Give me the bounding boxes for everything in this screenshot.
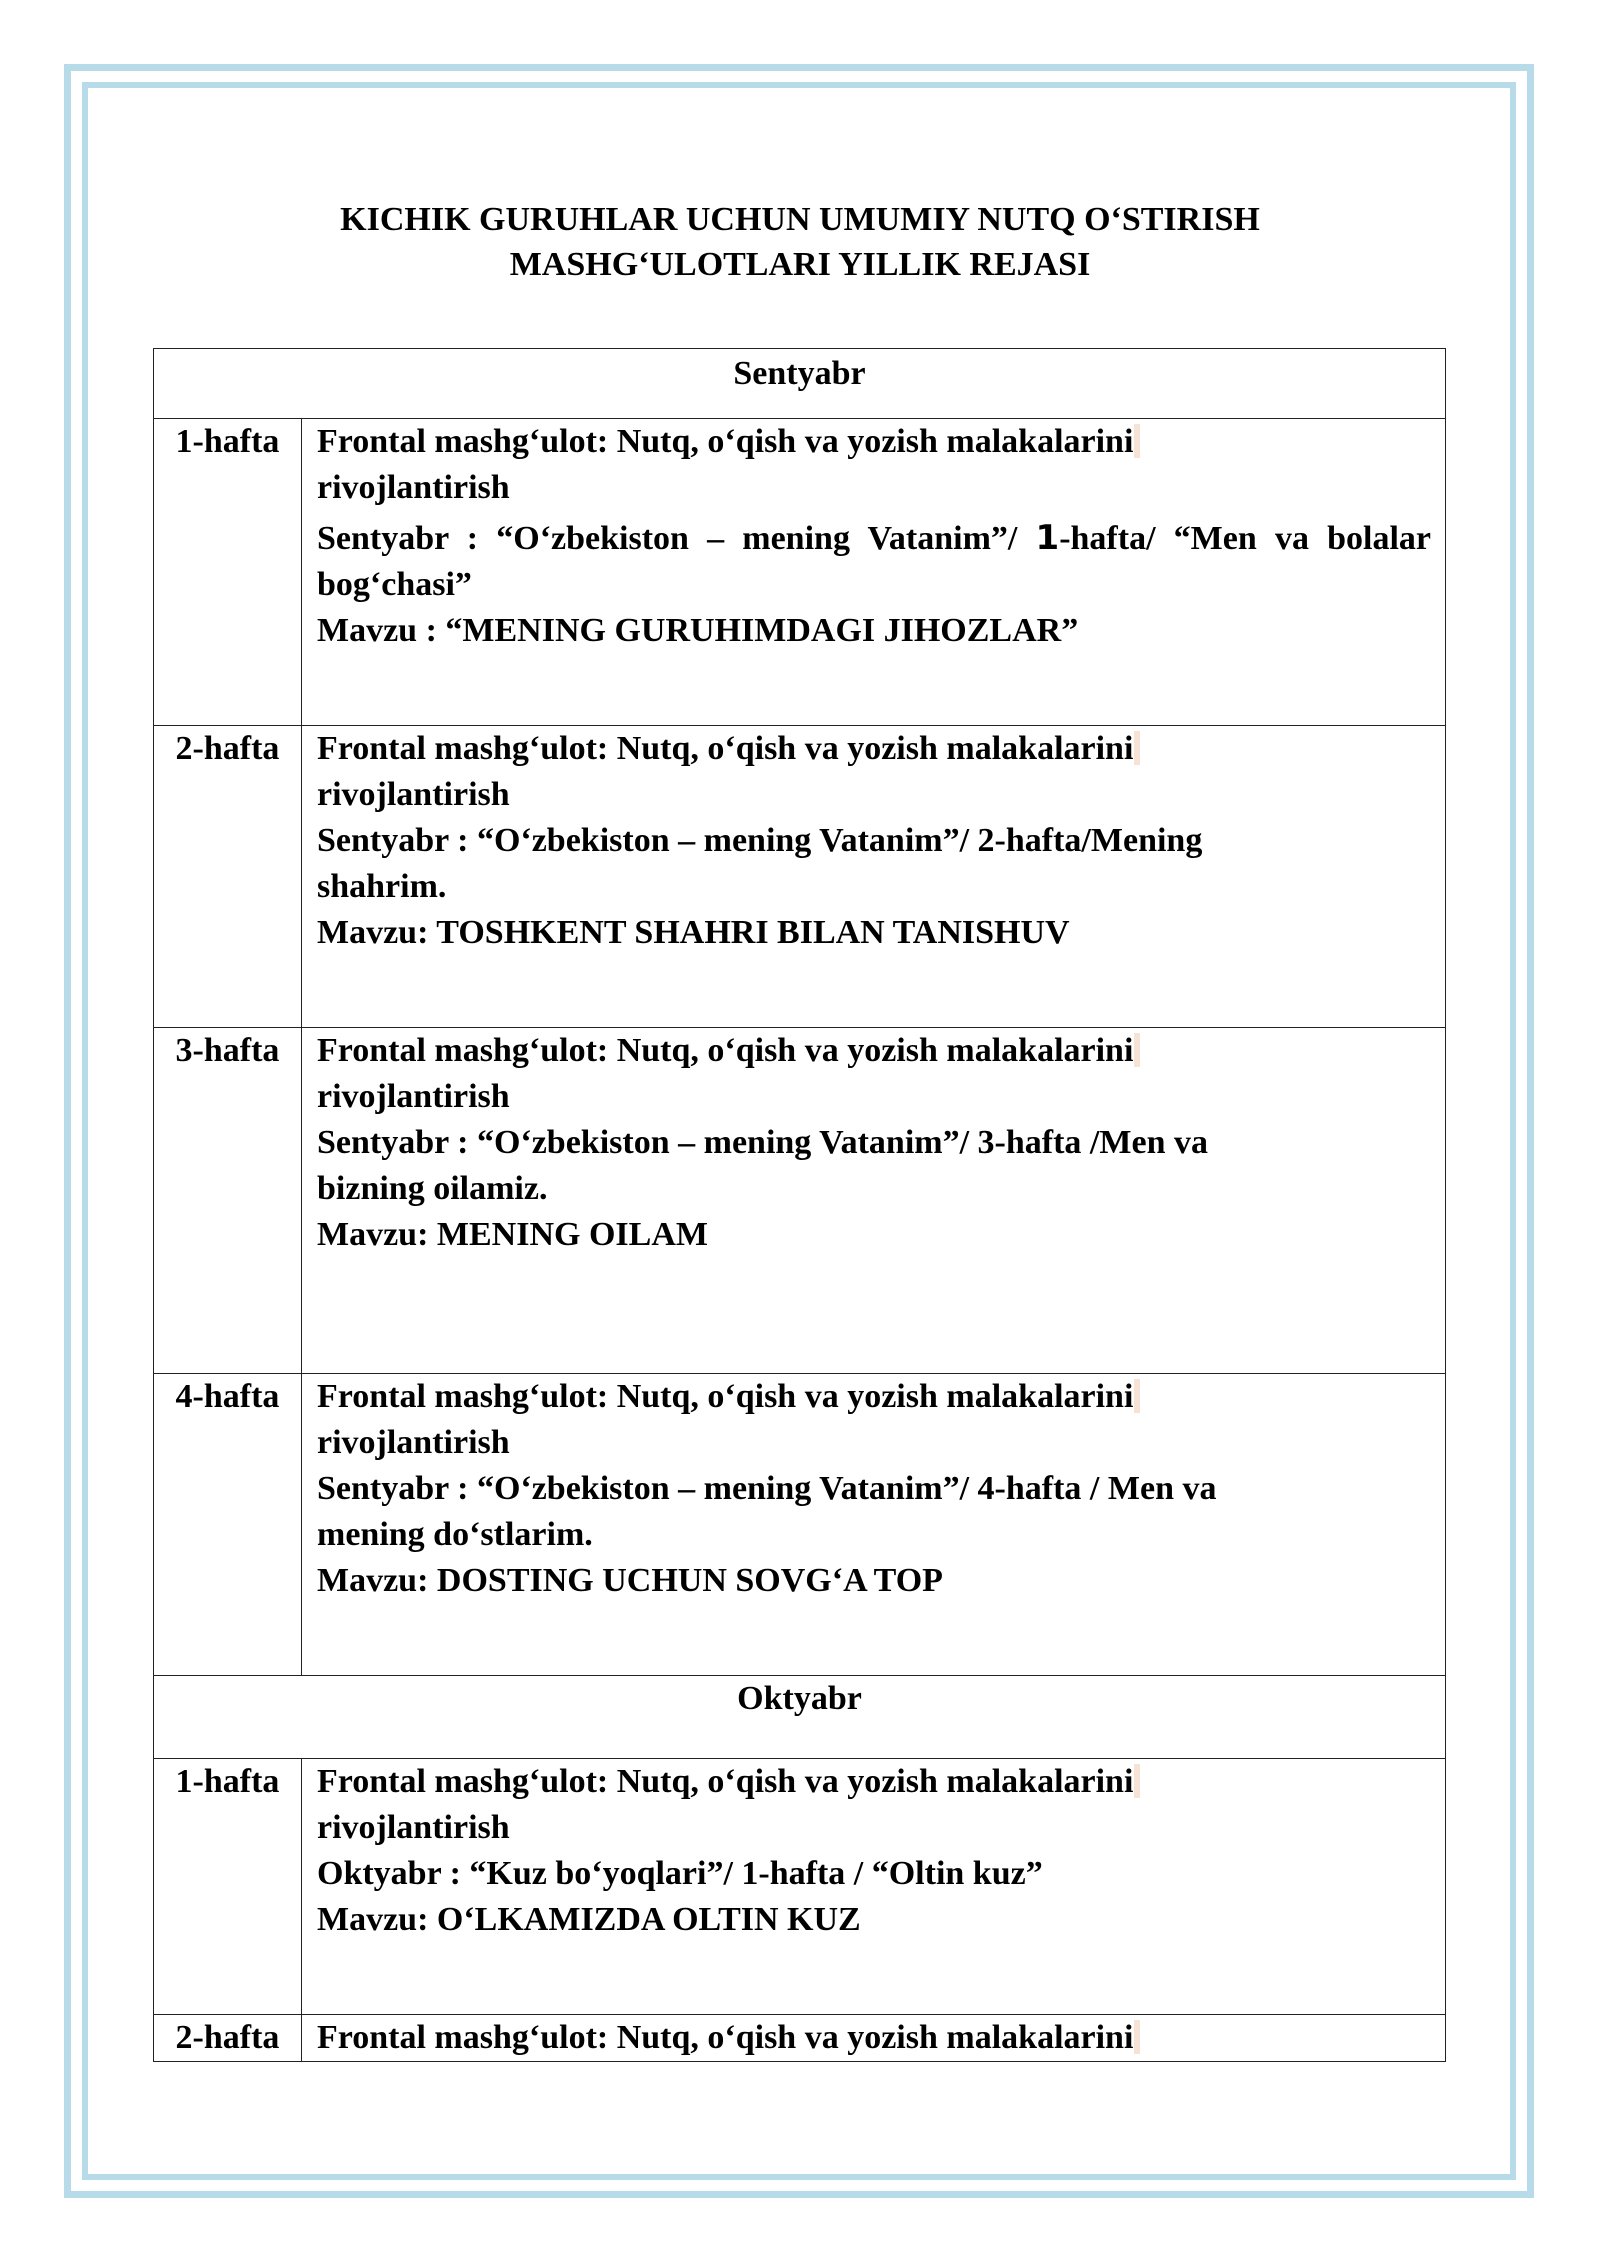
table-row xyxy=(154,1374,1446,1676)
highlight-mark xyxy=(1134,731,1140,765)
lesson-cell xyxy=(302,1028,1446,1374)
lesson-cell xyxy=(302,2015,1446,2062)
week-label: 2-hafta xyxy=(154,726,302,1028)
week-label: 3-hafta xyxy=(154,1028,302,1374)
frontal-text: Frontal mashg‘ulot: Nutq, o‘qish va yozish malakalarini xyxy=(317,423,1134,460)
week-label: 1-hafta xyxy=(154,419,302,726)
annual-plan-table xyxy=(153,348,1446,2062)
theme-line: Sentyabr : “O‘zbekiston – mening Vatanim”/ 3-hafta /Men va bizning oilamiz. xyxy=(317,1124,1208,1207)
topic-line: Mavzu: O‘LKAMIZDA OLTIN KUZ xyxy=(317,1901,861,1938)
lesson-cell xyxy=(302,419,1446,726)
frontal-text: Frontal mashg‘ulot: Nutq, o‘qish va yozish malakalarini xyxy=(317,2019,1134,2056)
topic-line: Mavzu : “MENING GURUHIMDAGI JIHOZLAR” xyxy=(317,612,1079,649)
frontal-line xyxy=(317,1759,1431,1805)
frontal-continuation: rivojlantirish xyxy=(317,469,510,506)
frontal-text: Frontal mashg‘ulot: Nutq, o‘qish va yozish malakalarini xyxy=(317,730,1134,767)
frontal-continuation: rivojlantirish xyxy=(317,1809,510,1846)
month-label: Oktyabr xyxy=(737,1680,862,1717)
highlight-mark xyxy=(1134,1033,1140,1067)
frontal-continuation: rivojlantirish xyxy=(317,776,510,813)
week-label: 2-hafta xyxy=(154,2015,302,2062)
theme-line: Sentyabr : “O‘zbekiston – mening Vatanim”/ 2-hafta/Mening shahrim. xyxy=(317,822,1203,905)
theme-text-a: Sentyabr : “O‘zbekiston – mening Vatanim”/ xyxy=(317,520,1036,557)
frontal-line xyxy=(317,1374,1431,1420)
month-label: Sentyabr xyxy=(733,355,866,392)
frontal-continuation: rivojlantirish xyxy=(317,1078,510,1115)
lesson-cell xyxy=(302,1759,1446,2015)
frontal-line xyxy=(317,1028,1431,1074)
topic-line: Mavzu: DOSTING UCHUN SOVG‘A TOP xyxy=(317,1562,943,1599)
theme-line: Sentyabr : “O‘zbekiston – mening Vatanim”/ 4-hafta / Men va mening do‘stlarim. xyxy=(317,1470,1217,1553)
table-row xyxy=(154,2015,1446,2062)
table-row xyxy=(154,419,1446,726)
title-line-1: KICHIK GURUHLAR UCHUN UMUMIY NUTQ O‘STIRISH xyxy=(340,201,1260,238)
frontal-text: Frontal mashg‘ulot: Nutq, o‘qish va yozish malakalarini xyxy=(317,1378,1134,1415)
month-header xyxy=(154,1676,1446,1759)
month-row-oktyabr xyxy=(154,1676,1446,1759)
theme-line: Oktyabr : “Kuz bo‘yoqlari”/ 1-hafta / “Oltin kuz” xyxy=(317,1855,1043,1892)
highlight-mark xyxy=(1134,2020,1140,2054)
table-row xyxy=(154,1759,1446,2015)
frontal-text: Frontal mashg‘ulot: Nutq, o‘qish va yozish malakalarini xyxy=(317,1763,1134,1800)
theme-number: 1 xyxy=(1035,518,1060,558)
lesson-cell xyxy=(302,1374,1446,1676)
frontal-line xyxy=(317,2015,1431,2061)
week-label: 1-hafta xyxy=(154,1759,302,2015)
table-row xyxy=(154,726,1446,1028)
lesson-cell xyxy=(302,726,1446,1028)
month-header xyxy=(154,349,1446,419)
month-row-sentyabr xyxy=(154,349,1446,419)
topic-line: Mavzu: MENING OILAM xyxy=(317,1216,708,1253)
frontal-line xyxy=(317,419,1431,465)
title-line-2: MASHG‘ULOTLARI YILLIK REJASI xyxy=(509,246,1091,283)
week-label: 4-hafta xyxy=(154,1374,302,1676)
document-title xyxy=(200,197,1400,287)
topic-line: Mavzu: TOSHKENT SHAHRI BILAN TANISHUV xyxy=(317,914,1070,951)
frontal-text: Frontal mashg‘ulot: Nutq, o‘qish va yozish malakalarini xyxy=(317,1032,1134,1069)
frontal-continuation: rivojlantirish xyxy=(317,1424,510,1461)
theme-text-b: -hafta/ “Men va bolalar bog‘chasi” xyxy=(317,520,1431,603)
highlight-mark xyxy=(1134,1379,1140,1413)
highlight-mark xyxy=(1134,424,1140,458)
theme-line xyxy=(317,515,1431,608)
highlight-mark xyxy=(1134,1764,1140,1798)
frontal-line xyxy=(317,726,1431,772)
table-row xyxy=(154,1028,1446,1374)
